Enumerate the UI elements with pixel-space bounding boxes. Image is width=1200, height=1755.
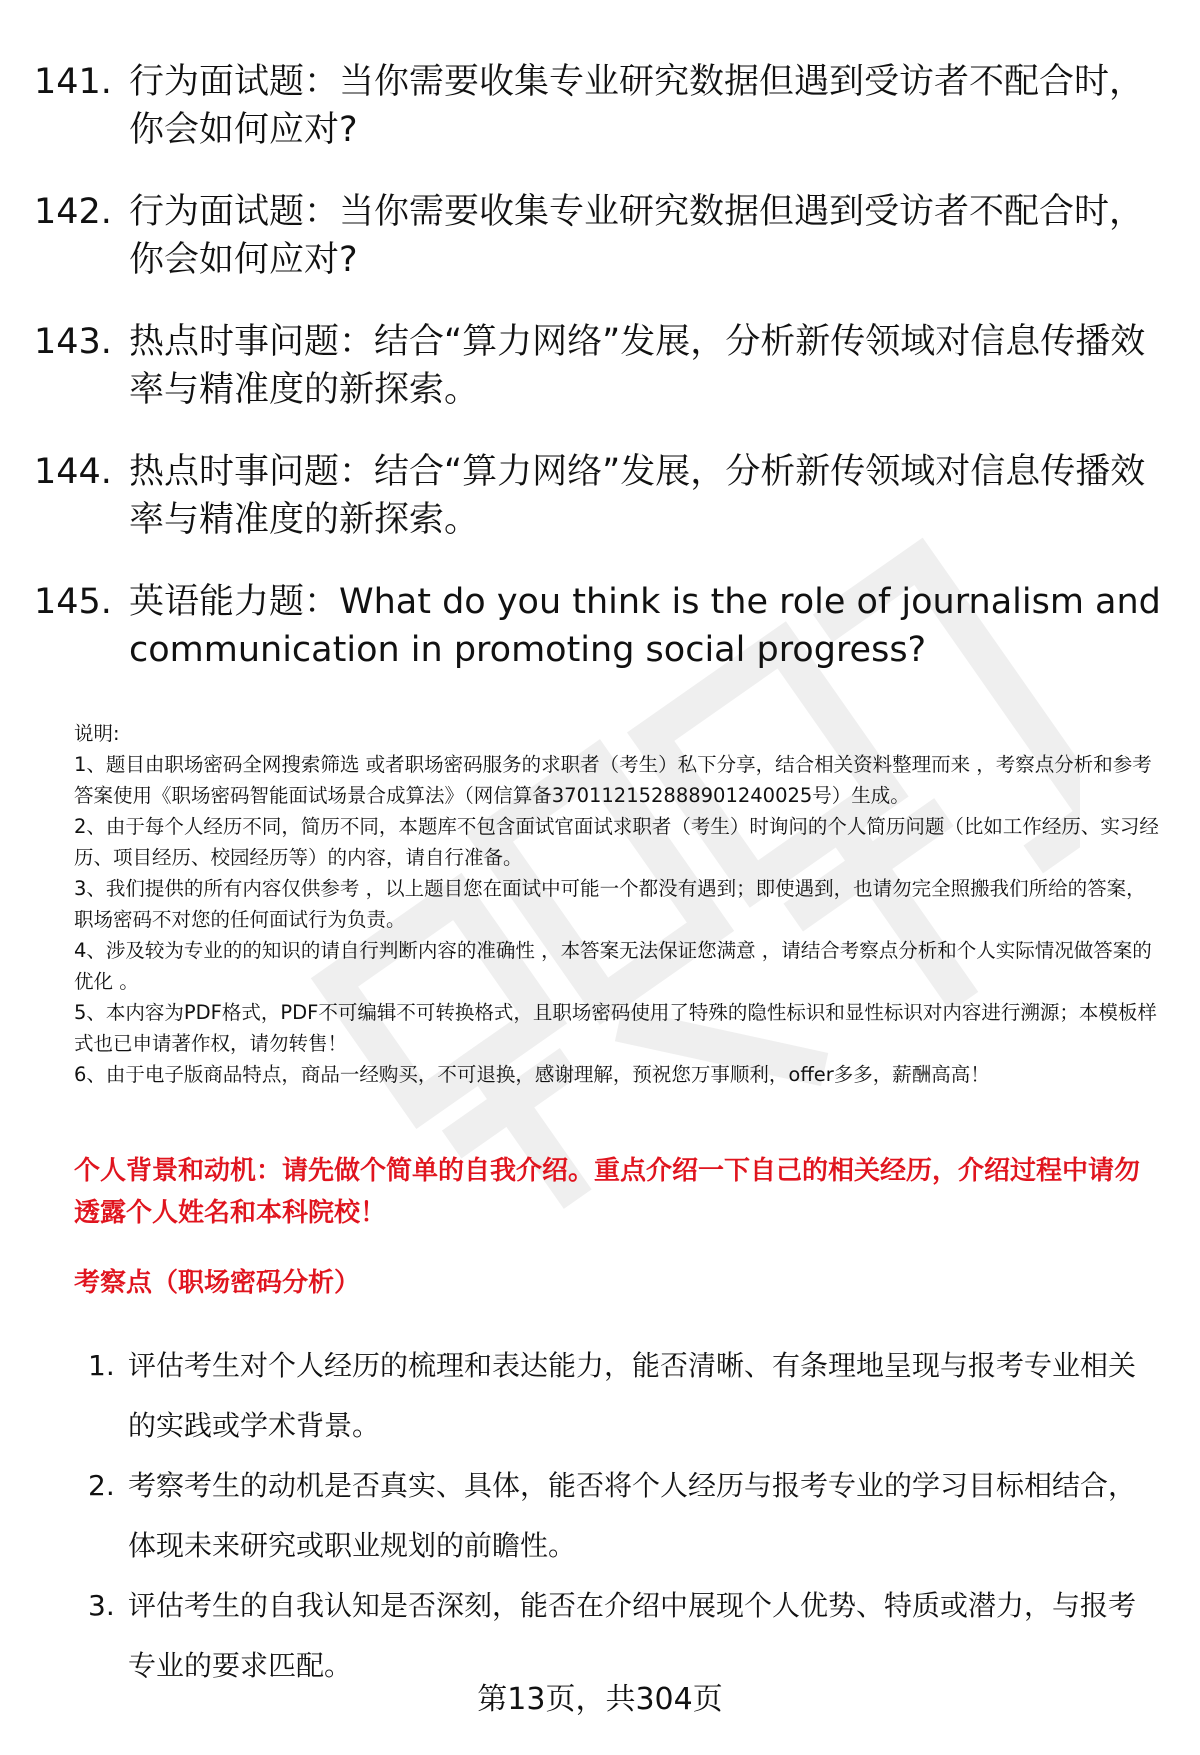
question-item bbox=[34, 448, 1164, 544]
point-number: 1. bbox=[88, 1349, 115, 1382]
point-number: 2. bbox=[88, 1469, 115, 1502]
question-number: 141. bbox=[34, 62, 112, 102]
evaluation-title: 考察点（职场密码分析） bbox=[74, 1268, 361, 1298]
question-text: 行为面试题：当你需要收集专业研究数据但遇到受访者不配合时，你会如何应对? bbox=[129, 62, 1145, 150]
point-text: 评估考生对个人经历的梳理和表达能力，能否清晰、有条理地呈现与报考专业相关的实践或学术背景。 bbox=[128, 1349, 1137, 1442]
evaluation-point bbox=[80, 1576, 1150, 1696]
notes-item: 5、本内容为PDF格式，PDF不可编辑不可转换格式，且职场密码使用了特殊的隐性标识和显性标识对内容进行溯源；本模板样式也已申请著作权，请勿转售！ bbox=[74, 1001, 1157, 1055]
point-text: 评估考生的自我认知是否深刻，能否在介绍中展现个人优势、特质或潜力，与报考专业的要求匹配。 bbox=[128, 1589, 1137, 1682]
evaluation-points bbox=[80, 1336, 1150, 1696]
question-number: 142. bbox=[34, 192, 112, 232]
notes-item: 3、我们提供的所有内容仅供参考 ，以上题目您在面试中可能一个都没有遇到；即使遇到，也请勿完全照搬我们所给的答案，职场密码不对您的任何面试行为负责。 bbox=[74, 877, 1146, 931]
point-number: 3. bbox=[88, 1589, 115, 1622]
point-text: 考察考生的动机是否真实、具体，能否将个人经历与报考专业的学习目标相结合，体现未来研究或职业规划的前瞻性。 bbox=[128, 1469, 1137, 1562]
question-number: 144. bbox=[34, 452, 112, 492]
question-item bbox=[34, 318, 1164, 414]
page-footer: 第13页，共304页 bbox=[477, 1682, 723, 1717]
notes-item: 2、由于每个人经历不同，简历不同，本题库不包含面试官面试求职者（考生）时询问的个人简历问题（比如工作经历、实习经历、项目经历、校园经历等）的内容，请自行准备。 bbox=[74, 815, 1159, 869]
question-number: 145. bbox=[34, 582, 112, 622]
question-text: 热点时事问题：结合“算力网络”发展，分析新传领域对信息传播效率与精准度的新探索。 bbox=[129, 322, 1146, 410]
question-text: 英语能力题：What do you think is the role of journalism and communication in promoting social progress? bbox=[129, 582, 1161, 670]
background-question: 个人背景和动机：请先做个简单的自我介绍。重点介绍一下自己的相关经历，介绍过程中请勿透露个人姓名和本科院校！ bbox=[74, 1156, 1141, 1228]
question-item bbox=[34, 578, 1164, 674]
evaluation-point bbox=[80, 1456, 1150, 1576]
notes-heading: 说明: bbox=[74, 722, 120, 745]
notes-section bbox=[74, 718, 1164, 1090]
question-text: 热点时事问题：结合“算力网络”发展，分析新传领域对信息传播效率与精准度的新探索。 bbox=[129, 452, 1146, 540]
question-number: 143. bbox=[34, 322, 112, 362]
question-item bbox=[34, 188, 1164, 284]
question-text: 行为面试题：当你需要收集专业研究数据但遇到受访者不配合时，你会如何应对? bbox=[129, 192, 1145, 280]
evaluation-point bbox=[80, 1336, 1150, 1456]
notes-item: 1、题目由职场密码全网搜索筛选 或者职场密码服务的求职者（考生）私下分享，结合相关资料整理而来 ，考察点分析和参考答案使用《职场密码智能面试场景合成算法》（网信算备370112152888901240025号）生成。 bbox=[74, 753, 1152, 807]
question-item bbox=[34, 58, 1164, 154]
notes-item: 4、涉及较为专业的的知识的请自行判断内容的准确性 ，本答案无法保证您满意 ，请结合考察点分析和个人实际情况做答案的优化 。 bbox=[74, 939, 1152, 993]
question-list bbox=[34, 58, 1164, 708]
notes-item: 6、由于电子版商品特点，商品一经购买，不可退换，感谢理解，预祝您万事顺利，offer多多，薪酬高高！ bbox=[74, 1063, 990, 1086]
